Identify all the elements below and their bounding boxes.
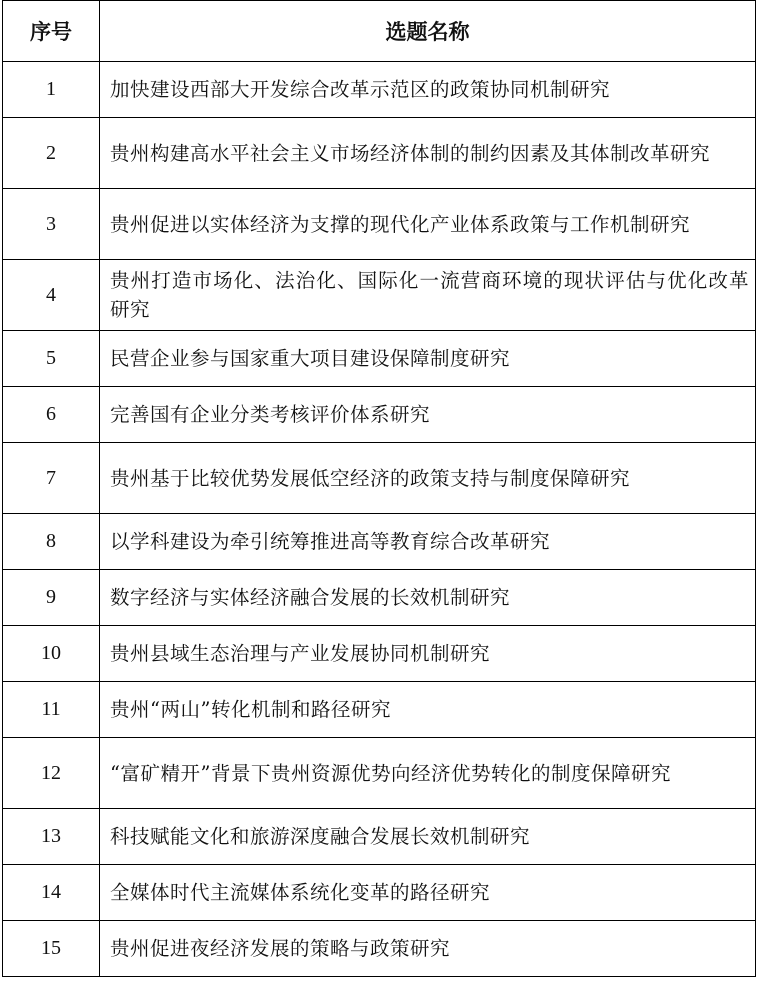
table-row bbox=[3, 62, 756, 118]
row-title: 贵州打造市场化、法治化、国际化一流营商环境的现状评估与优化改革研究 bbox=[100, 260, 756, 331]
row-title: 数字经济与实体经济融合发展的长效机制研究 bbox=[100, 570, 756, 626]
row-title: 贵州构建高水平社会主义市场经济体制的制约因素及其体制改革研究 bbox=[100, 118, 756, 189]
row-title: “富矿精开”背景下贵州资源优势向经济优势转化的制度保障研究 bbox=[100, 738, 756, 809]
row-title: 以学科建设为牵引统筹推进高等教育综合改革研究 bbox=[100, 514, 756, 570]
row-index: 13 bbox=[3, 809, 100, 865]
row-index: 6 bbox=[3, 387, 100, 443]
table-row bbox=[3, 921, 756, 977]
table-row bbox=[3, 738, 756, 809]
row-index: 1 bbox=[3, 62, 100, 118]
row-title: 民营企业参与国家重大项目建设保障制度研究 bbox=[100, 331, 756, 387]
header-index: 序号 bbox=[3, 1, 100, 62]
table-row bbox=[3, 443, 756, 514]
row-index: 5 bbox=[3, 331, 100, 387]
table-row bbox=[3, 118, 756, 189]
table-row bbox=[3, 189, 756, 260]
row-index: 8 bbox=[3, 514, 100, 570]
row-index: 3 bbox=[3, 189, 100, 260]
table-row bbox=[3, 626, 756, 682]
row-index: 12 bbox=[3, 738, 100, 809]
row-index: 10 bbox=[3, 626, 100, 682]
row-index: 2 bbox=[3, 118, 100, 189]
table-row bbox=[3, 865, 756, 921]
row-index: 9 bbox=[3, 570, 100, 626]
table-row bbox=[3, 809, 756, 865]
table-header-row bbox=[3, 1, 756, 62]
row-title: 科技赋能文化和旅游深度融合发展长效机制研究 bbox=[100, 809, 756, 865]
row-title: 贵州基于比较优势发展低空经济的政策支持与制度保障研究 bbox=[100, 443, 756, 514]
row-title: 完善国有企业分类考核评价体系研究 bbox=[100, 387, 756, 443]
row-title: 贵州促进夜经济发展的策略与政策研究 bbox=[100, 921, 756, 977]
row-index: 14 bbox=[3, 865, 100, 921]
row-title: 加快建设西部大开发综合改革示范区的政策协同机制研究 bbox=[100, 62, 756, 118]
row-index: 4 bbox=[3, 260, 100, 331]
topic-table bbox=[2, 0, 756, 977]
row-title: 贵州促进以实体经济为支撑的现代化产业体系政策与工作机制研究 bbox=[100, 189, 756, 260]
table-row bbox=[3, 682, 756, 738]
row-title: 贵州“两山”转化机制和路径研究 bbox=[100, 682, 756, 738]
table-row bbox=[3, 514, 756, 570]
table-row bbox=[3, 331, 756, 387]
table-row bbox=[3, 260, 756, 331]
row-index: 7 bbox=[3, 443, 100, 514]
table-row bbox=[3, 387, 756, 443]
row-index: 15 bbox=[3, 921, 100, 977]
row-title: 全媒体时代主流媒体系统化变革的路径研究 bbox=[100, 865, 756, 921]
row-index: 11 bbox=[3, 682, 100, 738]
table-row bbox=[3, 570, 756, 626]
header-title: 选题名称 bbox=[100, 1, 756, 62]
row-title: 贵州县域生态治理与产业发展协同机制研究 bbox=[100, 626, 756, 682]
